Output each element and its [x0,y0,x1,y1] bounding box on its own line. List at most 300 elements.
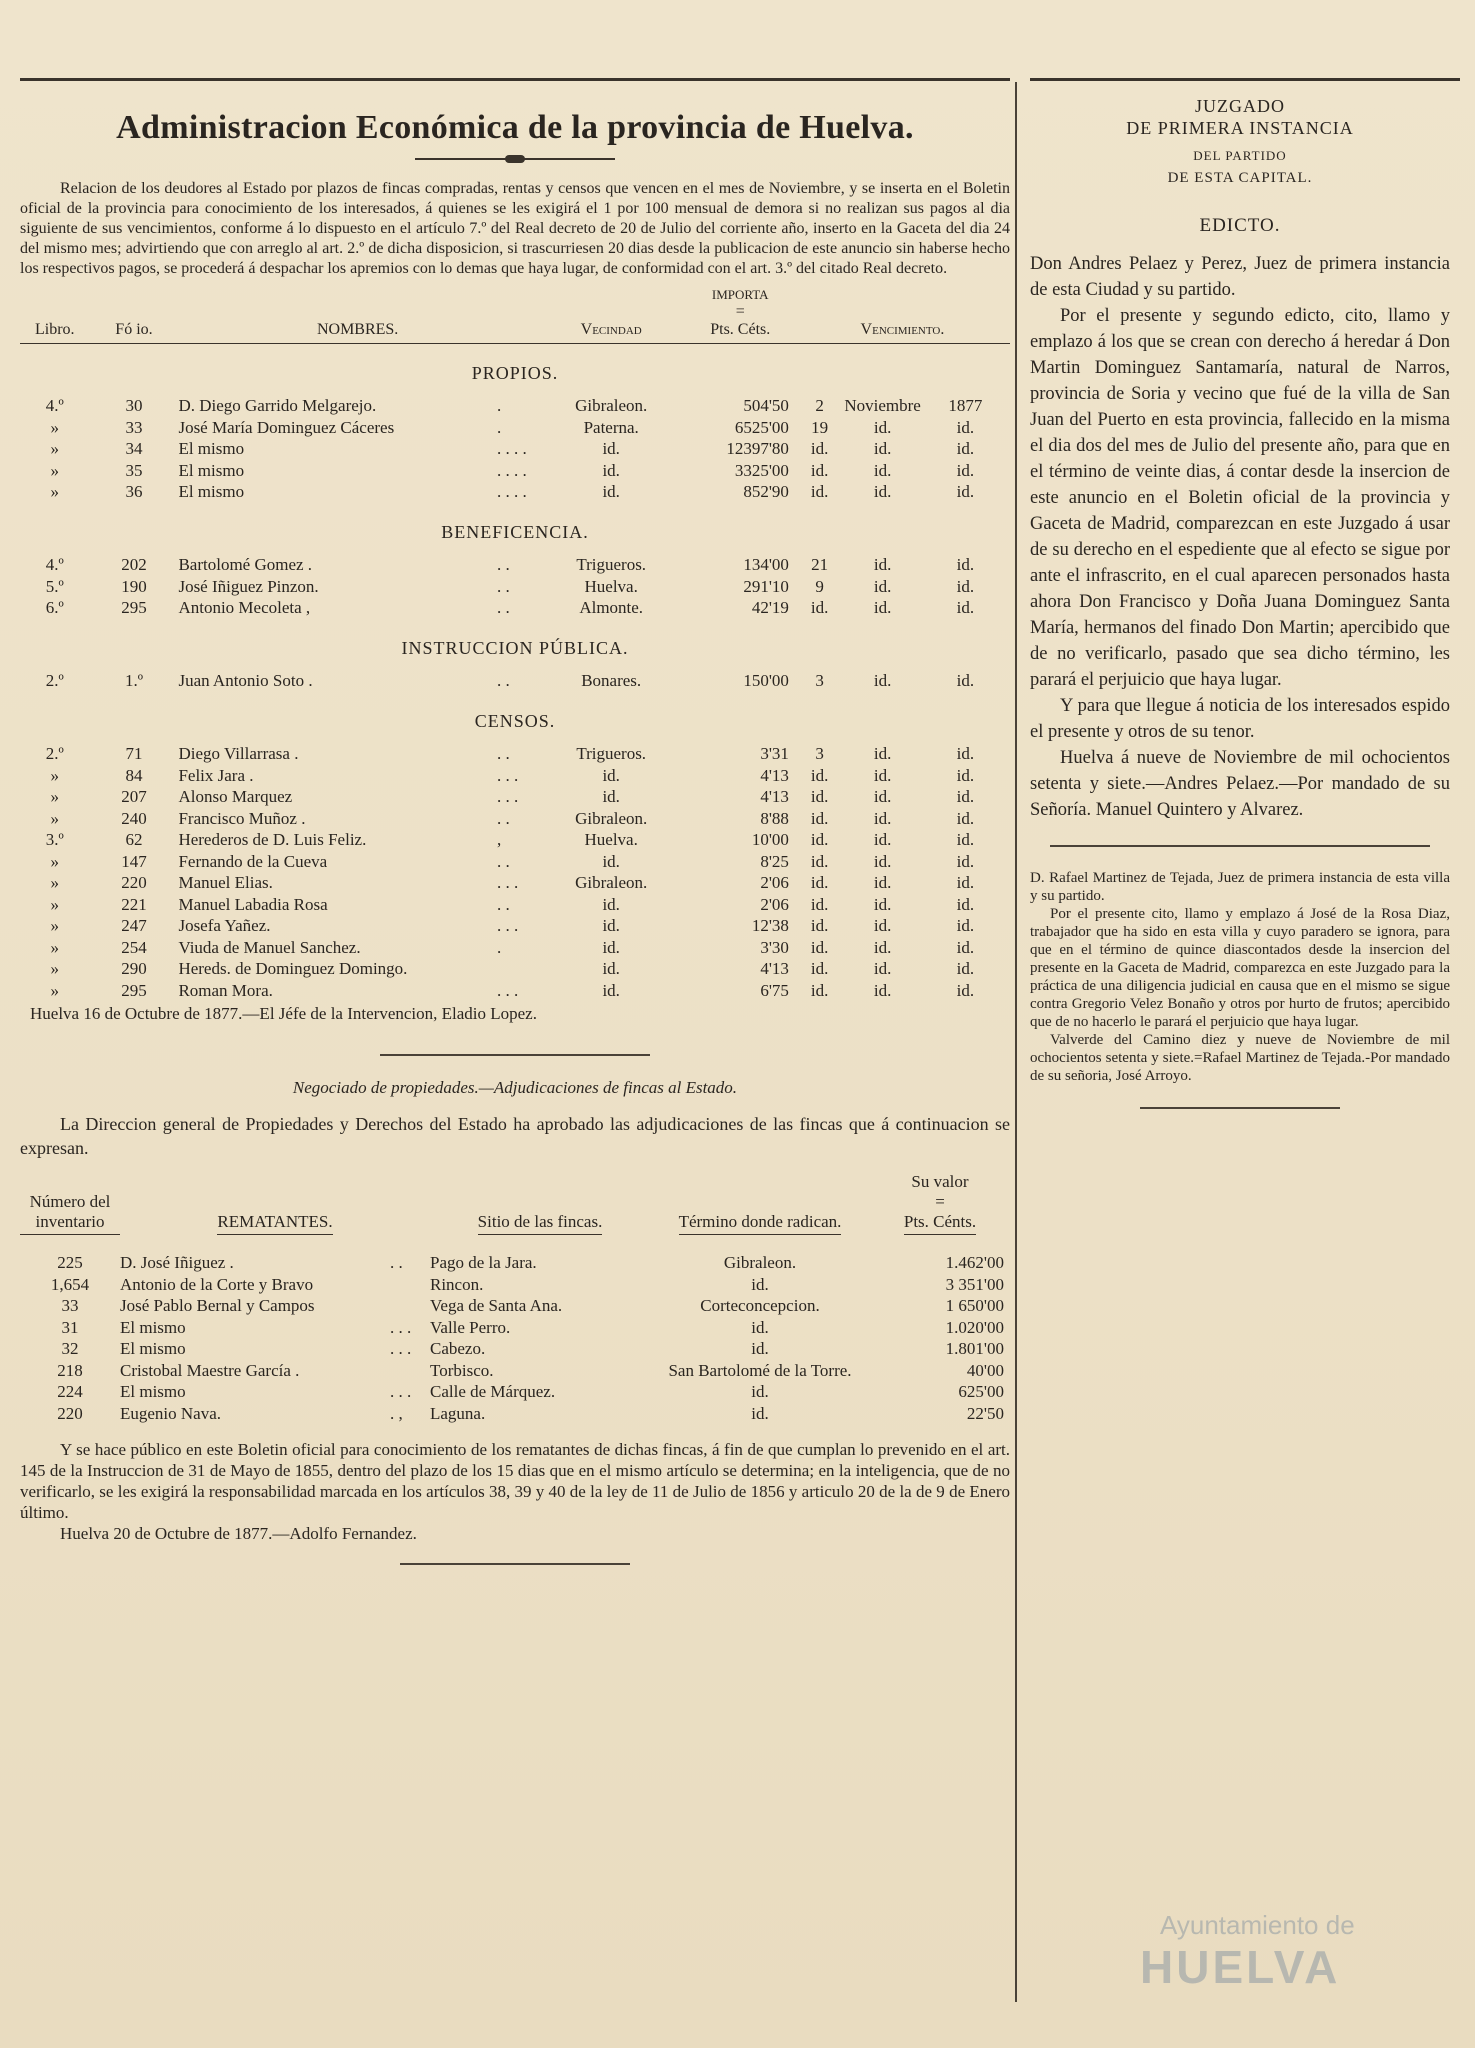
cell-v2: id. [873,830,892,850]
cell-v3: id. [956,482,975,502]
cell-rematante: El mismo [120,1339,186,1359]
cell-sitio: Valle Perro. [430,1317,511,1337]
cell-v1: 9 [815,576,824,596]
cell-vecindad: id. [602,460,620,480]
section-row [20,692,1010,744]
cell-importa: 8'88 [760,808,789,828]
header-libro: Libro. [20,287,90,344]
header-sitio [430,1172,650,1241]
table-row [20,1382,1010,1404]
cell-libro: 2.º [45,744,64,764]
cell-dots: . , [390,1403,403,1423]
cell-dots: . . . . [496,439,527,459]
section-title: BENEFICENCIA. [441,521,589,542]
cell-v3: id. [956,787,975,807]
cell-nombre: Josefa Yañez. [178,916,271,936]
cell-vecindad: Gibraleon. [575,873,648,893]
cell-v3: id. [956,598,975,618]
cell-importa: 2'06 [760,873,789,893]
cell-valor: 625'00 [958,1382,1004,1402]
cell-vecindad: id. [602,916,620,936]
cell-v3: id. [956,830,975,850]
right-bottom-divider [1140,1107,1340,1109]
header-vecindad: Vecindad [537,287,686,344]
cell-v3: id. [956,460,975,480]
cell-libro: 3.º [45,830,64,850]
cell-folio: 1.º [124,671,143,691]
cell-dots [390,1274,430,1296]
edicto-body: Por el presente y segundo edicto, cito, llamo y emplazo á los que se crean con derecho á heredar á Don Martin Dominguez Santamaría, natural de Narros, provincia de Soria y vecino que fué de la villa de San Juan del Puerto en esta provincia, fallecido en la misma el dia dos del mes de Julio del presente año, para que en el término de veinte dias, á contar desde la insercion de este anuncio en el Boletin oficial de la provincia y Gaceta de Madrid, comparezcan en este Juzgado á usar de su derecho en el espediente que al efecto se sigue por ante el infrascrito, en el cual aparecen personados hasta ahora Don Francisco y Doña Juana Dominguez Santa María, hermanos del finado Don Martin; apercibido que de no verificarlo, pasado que sea dicho término, les parará el perjuicio que haya lugar. [1030,306,1450,690]
cell-v1: id. [810,598,829,618]
cell-v1: id. [810,765,829,785]
cell-dots: . . [496,671,510,691]
cell-termino: id. [751,1317,769,1337]
cell-nombre: Fernando de la Cueva [178,851,328,871]
cell-nombre: Herederos de D. Luis Feliz. [178,830,367,850]
cell-v1: 21 [811,555,829,575]
cell-importa: 150'00 [743,671,789,691]
ornament-rule [415,155,615,163]
cell-rematante: José Pablo Bernal y Campos [120,1296,315,1316]
cell-nombre: Alonso Marquez [178,787,293,807]
bottom-divider [400,1563,630,1565]
cell-sitio: Calle de Márquez. [430,1382,556,1402]
cell-termino: id. [751,1382,769,1402]
cell-vecindad: id. [602,894,620,914]
table-row [20,1253,1010,1275]
cell-nombre: Hereds. de Dominguez Domingo. [178,959,408,979]
cell-importa: 134'00 [743,555,789,575]
table-row [20,1296,1010,1318]
header-valor-eq: = [935,1191,945,1211]
cell-termino: id. [751,1403,769,1423]
cell-importa: 2'06 [760,894,789,914]
cell-folio: 84 [125,765,143,785]
cell-v3: id. [956,417,975,437]
cell-valor: 3 351'00 [945,1274,1004,1294]
cell-nombre: Juan Antonio Soto . [178,671,313,691]
cell-importa: 4'13 [760,787,789,807]
cell-dots: . . . [496,980,519,1000]
cell-dots: . . [496,598,510,618]
cell-folio: 254 [121,937,147,957]
cell-importa: 10'00 [751,830,789,850]
edicto-heading: EDICTO. [1199,215,1281,236]
table-row [20,894,1010,916]
cell-vecindad: id. [602,959,620,979]
cell-importa: 3325'00 [734,460,789,480]
cell-nombre: Manuel Labadia Rosa [178,894,328,914]
table-row [20,482,1010,504]
cell-v2: id. [873,744,892,764]
table-row [20,671,1010,693]
section-row [20,619,1010,671]
cell-folio: 71 [125,744,143,764]
adjudicaciones-table [20,1172,1010,1425]
cell-dots: . . . [390,1339,412,1359]
cell-rematante: Eugenio Nava. [120,1403,222,1423]
cell-numero: 32 [61,1339,79,1359]
top-rule-right [1030,78,1460,81]
negociado-heading: Negociado de propiedades.—Adjudicaciones de fincas al Estado. [292,1077,738,1097]
cell-v3: id. [956,937,975,957]
header-vencimiento: Vencimiento. [795,287,1010,344]
cell-v1: 3 [815,671,824,691]
cell-dots: . . . [496,787,519,807]
cell-dots: . . . . [496,460,527,480]
cell-vecindad: Bonares. [581,671,642,691]
cell-v2: id. [873,808,892,828]
header-sitio-text: Sitio de las fincas. [478,1212,603,1235]
cell-folio: 190 [121,576,147,596]
cell-folio: 221 [121,894,147,914]
right-divider [1050,845,1430,847]
adjudicaciones-table-body [20,1241,1010,1425]
cell-libro: » [50,808,59,828]
juzgado-title: JUZGADO [1195,96,1285,116]
second-edict-body: Por el presente cito, llamo y emplazo á José de la Rosa Diaz, trabajador que ha sido en esta villa y cuyo paradero se ignora, para que en el término de quince diascontados desde la insercion del presente en la Gaceta de Madrid, comparezca en este Juzgado para la práctica de una diligencia judicial en causa que en el mismo se sigue contra Gregorio Velez Bonaño y otros por hurto de frutos; apercibido que de no hacerlo le parará el perjuicio que haya lugar. [1030,906,1450,1030]
cell-folio: 220 [121,873,147,893]
cell-v3: id. [956,439,975,459]
header-nombres: NOMBRES. [178,287,536,344]
cell-importa: 12397'80 [726,439,789,459]
cell-folio: 295 [121,980,147,1000]
cell-libro: » [50,916,59,936]
header-valor-bot: Pts. Cénts. [904,1212,976,1235]
cell-dots: . . . [390,1382,412,1402]
cell-libro: » [50,894,59,914]
intro-paragraph: Relacion de los deudores al Estado por plazos de fincas compradas, rentas y censos que vencen en el mes de Noviembre, y se inserta en el Boletin oficial de la provincia para conocimiento de los interesados, á quienes se les exigirá el 1 por 100 mensual de demora si no realizan sus pagos al dia siguiente de sus vencimientos, conforme á lo dispuesto en el artículo 7.º del Real decreto de 20 de Julio del corriente año, inserto en la Gaceta del dia 24 del mismo mes; advirtiendo que con arreglo al art. 2.º de dicha disposicion, si trascurriesen 20 dias desde la publicacion de este anuncio sin haberse hecho los respectivos pagos, se procederá á despachar los apremios con lo demas que haya lugar, de conformidad con el art. 3.º del citado Real decreto. [20,180,1010,277]
cell-libro: » [50,959,59,979]
header-numero [20,1172,120,1241]
cell-folio: 34 [125,439,143,459]
cell-v2: id. [873,555,892,575]
cell-valor: 22'50 [966,1403,1004,1423]
cell-numero: 33 [61,1296,79,1316]
header-valor-top: Su valor [911,1171,969,1191]
left-column [20,95,1010,1587]
cell-numero: 220 [57,1403,83,1423]
cell-v1: id. [810,808,829,828]
cell-v3: id. [956,744,975,764]
cell-vecindad: id. [602,787,620,807]
cell-vecindad: Gibraleon. [575,808,648,828]
cell-libro: 4.º [45,396,64,416]
cell-vecindad: Gibraleon. [575,396,648,416]
second-edict-signature: Valverde del Camino diez y nueve de Noviembre de mil ochocientos setenta y siete.=Rafael Martinez de Tejada.-Por mandado de su señoria, José Arroyo. [1030,1032,1450,1084]
cell-importa: 42'19 [751,598,789,618]
table-row [20,808,1010,830]
cell-dots [390,1360,430,1382]
cell-vecindad: id. [602,937,620,957]
cell-rematante: D. José Iñiguez . [120,1253,234,1273]
cell-libro: » [50,460,59,480]
cell-folio: 295 [121,598,147,618]
cell-termino: Corteconcepcion. [700,1296,820,1316]
cell-numero: 31 [61,1317,79,1337]
second-edict-judge: D. Rafael Martinez de Tejada, Juez de primera instancia de esta villa y su partido. [1030,870,1450,904]
cell-importa: 4'13 [760,959,789,979]
cell-termino: id. [751,1274,769,1294]
table-row [20,598,1010,620]
cell-folio: 247 [121,916,147,936]
section-title: INSTRUCCION PÚBLICA. [401,637,629,658]
cell-valor: 1.462'00 [945,1253,1004,1273]
table-row [20,959,1010,981]
cell-importa: 291'10 [743,576,789,596]
cell-folio: 62 [125,830,143,850]
table-row [20,1317,1010,1339]
page-title: Administracion Económica de la provincia de Huelva. [116,109,914,146]
cell-dots: . . . [496,873,519,893]
table-row [20,439,1010,461]
cell-v3: id. [956,916,975,936]
cell-valor: 1.020'00 [945,1317,1004,1337]
cell-sitio: Laguna. [430,1403,486,1423]
debtors-table [20,287,1010,1002]
column-divider [1015,82,1017,2002]
table-row [20,555,1010,577]
cell-v1: id. [810,959,829,979]
cell-rematante: Cristobal Maestre García . [120,1360,300,1380]
cell-v1: id. [810,916,829,936]
cell-dots: . . [496,894,510,914]
section-row [20,503,1010,555]
cell-v1: id. [810,873,829,893]
cell-vecindad: id. [602,765,620,785]
cell-nombre: Viuda de Manuel Sanchez. [178,937,361,957]
cell-termino: Gibraleon. [723,1253,797,1273]
cell-libro: » [50,765,59,785]
cell-v1: id. [810,980,829,1000]
cell-libro: » [50,787,59,807]
header-importa [686,287,795,344]
cell-v3: id. [956,671,975,691]
cell-v2: id. [873,576,892,596]
cell-v3: id. [956,959,975,979]
cell-dots: . . [390,1253,403,1273]
watermark-line1: Ayuntamiento de [1160,1910,1355,1940]
cell-numero: 224 [57,1382,83,1402]
header-importa-top: IMPORTA [711,287,769,302]
cell-vecindad: id. [602,482,620,502]
cell-sitio: Pago de la Jara. [430,1253,537,1273]
cell-v3: id. [956,851,975,871]
cell-numero: 1,654 [50,1274,90,1294]
header-numero-text: Número del inventario [20,1192,120,1235]
cell-importa: 852'90 [743,482,789,502]
cell-nombre: José María Dominguez Cáceres [178,417,395,437]
cell-nombre: Bartolomé Gomez . [178,555,313,575]
cell-dots [390,1296,430,1318]
edicto-judge: Don Andres Pelaez y Perez, Juez de primera instancia de esta Ciudad y su partido. [1030,254,1450,300]
footer-fernandez: Huelva 20 de Octubre de 1877.—Adolfo Fernandez. [60,1523,417,1543]
closing-paragraph: Y se hace público en este Boletin oficial para conocimiento de los rematantes de dichas fincas, á fin de que cumplan lo prevenido en el art. 145 de la Instruccion de 31 de Mayo de 1855, dentro del plazo de los 15 dias que en el mismo artículo se determina; en la inteligencia, que de no verificarlo, se les exigirá la responsabilidad marcada en los artículos 38, 39 y 40 de la ley de 11 de Julio de 1856 y articulo 20 de la de 9 de Enero último. [20,1439,1010,1522]
cell-dots: . . . . [496,482,527,502]
cell-dots [497,959,537,981]
cell-v3: id. [956,576,975,596]
juzgado-capital: DE ESTA CAPITAL. [1167,170,1313,186]
cell-vecindad: id. [602,439,620,459]
cell-folio: 36 [125,482,143,502]
cell-importa: 6'75 [760,980,789,1000]
cell-sitio: Rincon. [430,1274,484,1294]
table-row [20,980,1010,1002]
cell-v2: id. [873,671,892,691]
cell-dots: . . [496,808,510,828]
section-row [20,344,1010,396]
cell-v3: id. [956,894,975,914]
cell-v1: id. [810,894,829,914]
cell-v2: id. [873,765,892,785]
cell-v2: id. [873,873,892,893]
table-row [20,417,1010,439]
table-row [20,765,1010,787]
cell-termino: San Bartolomé de la Torre. [668,1360,852,1380]
cell-dots: . . [496,555,510,575]
cell-folio: 240 [121,808,147,828]
cell-v1: id. [810,460,829,480]
spacer-row [20,1241,1010,1253]
header-rematantes [120,1172,430,1241]
cell-folio: 33 [125,417,143,437]
cell-v2: id. [873,959,892,979]
cell-vecindad: id. [602,980,620,1000]
cell-v2: id. [873,417,892,437]
cell-importa: 8'25 [760,851,789,871]
header-importa-eq: = [735,303,745,320]
debtors-table-body [20,344,1010,1002]
cell-v1: id. [810,482,829,502]
cell-v2: id. [873,980,892,1000]
section-title: CENSOS. [474,710,556,731]
cell-libro: 6.º [45,598,64,618]
cell-libro: 4.º [45,555,64,575]
cell-v3: id. [956,873,975,893]
table-row [20,937,1010,959]
cell-dots: . . [496,851,510,871]
cell-nombre: D. Diego Garrido Melgarejo. [178,396,377,416]
cell-vecindad: Huelva. [584,576,638,596]
cell-dots: . [496,396,502,416]
cell-importa: 3'30 [760,937,789,957]
cell-vecindad: Huelva. [584,830,638,850]
cell-importa: 6525'00 [734,417,789,437]
table-row [20,830,1010,852]
cell-sitio: Torbisco. [430,1360,494,1380]
cell-vecindad: Paterna. [583,417,639,437]
cell-nombre: El mismo [178,460,245,480]
spacer-cell [20,1241,1010,1253]
header-termino-text: Término donde radican. [679,1212,842,1235]
cell-dots: . . [496,576,510,596]
cell-nombre: Manuel Elias. [178,873,273,893]
cell-dots: . . . [496,765,519,785]
cell-v1: id. [810,439,829,459]
cell-v2: id. [873,482,892,502]
cell-vecindad: Almonte. [579,598,644,618]
cell-importa: 12'38 [751,916,789,936]
edicto-signature: Huelva á nueve de Noviembre de mil ochocientos setenta y siete.—Andres Pelaez.—Por mandado de su Señoría. Manuel Quintero y Alvarez. [1030,748,1450,820]
cell-nombre: Diego Villarrasa . [178,744,299,764]
cell-dots: . . . [496,916,519,936]
cell-v1: 19 [811,417,829,437]
cell-v2: id. [873,598,892,618]
table-row [20,396,1010,418]
table-row [20,1274,1010,1296]
cell-nombre: Antonio Mecoleta , [178,598,311,618]
cell-v1: id. [810,937,829,957]
right-column [1030,95,1450,1131]
cell-v2: id. [873,439,892,459]
cell-dots: . [496,937,502,957]
cell-termino: id. [751,1339,769,1359]
table-row [20,851,1010,873]
juzgado-partido: DEL PARTIDO [1193,148,1287,163]
cell-numero: 218 [57,1360,83,1380]
cell-libro: » [50,873,59,893]
cell-folio: 35 [125,460,143,480]
cell-vecindad: id. [602,851,620,871]
cell-dots: . . . [390,1317,412,1337]
cell-v3: id. [956,555,975,575]
cell-folio: 207 [121,787,147,807]
section-divider [380,1054,650,1056]
header-valor [870,1172,1010,1241]
cell-vecindad: Trigueros. [576,555,647,575]
juzgado-subtitle: DE PRIMERA INSTANCIA [1126,118,1354,138]
cell-sitio: Vega de Santa Ana. [430,1296,563,1316]
cell-folio: 147 [121,851,147,871]
cell-v2: id. [873,787,892,807]
table-row [20,1339,1010,1361]
header-folio: Fó io. [90,287,179,344]
cell-libro: » [50,980,59,1000]
cell-folio: 290 [121,959,147,979]
header-termino [650,1172,870,1241]
table-row [20,1403,1010,1425]
cell-nombre: Francisco Muñoz . [178,808,306,828]
cell-libro: » [50,417,59,437]
header-importa-bot: Pts. Céts. [710,321,771,338]
edicto-notice: Y para que llegue á noticia de los interesados espido el presente y otros de su tenor. [1030,696,1450,742]
cell-v2: id. [873,894,892,914]
cell-v1: id. [810,851,829,871]
section-title: PROPIOS. [471,362,559,383]
cell-libro: » [50,937,59,957]
cell-v1: 3 [815,744,824,764]
cell-libro: » [50,439,59,459]
table-row [20,460,1010,482]
watermark-logo [1120,1910,1420,2020]
cell-v3: id. [956,765,975,785]
cell-importa: 3'31 [760,744,789,764]
table-row [20,787,1010,809]
table-row [20,873,1010,895]
table-row [20,916,1010,938]
cell-vecindad: Trigueros. [576,744,647,764]
cell-v3: 1877 [948,396,983,416]
cell-importa: 4'13 [760,765,789,785]
cell-libro: » [50,851,59,871]
cell-sitio: Cabezo. [430,1339,486,1359]
footer-intervencion: Huelva 16 de Octubre de 1877.—El Jéfe de la Intervencion, Eladio Lopez. [30,1003,537,1023]
top-rule-left [20,78,1010,81]
cell-v2: id. [873,916,892,936]
cell-rematante: El mismo [120,1317,186,1337]
cell-v3: id. [956,808,975,828]
header-rematantes-text: REMATANTES. [217,1212,332,1235]
